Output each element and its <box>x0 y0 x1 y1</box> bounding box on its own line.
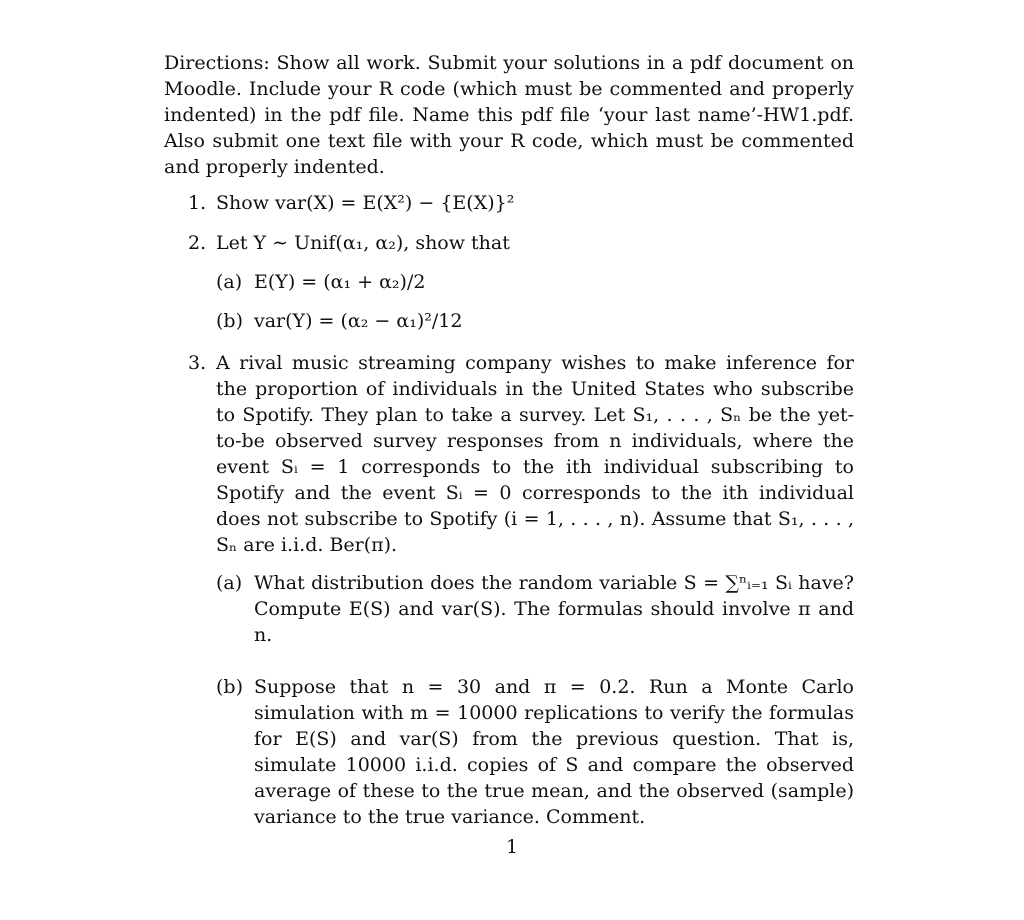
problem-text: Let Y ∼ Unif(α₁, α₂), show that <box>216 232 510 254</box>
problem-2-part-b <box>216 308 854 334</box>
problem-3-part-b <box>216 674 854 830</box>
part-text: E(Y) = (α₁ + α₂)/2 <box>254 271 426 293</box>
problem-3 <box>188 350 854 830</box>
problem-text: A rival music streaming company wishes to make inference for the proportion of individuals in the United States who subscribe to Spotify. They plan to take a survey. Let S₁, . . . , Sₙ be the yet-to-be observed survey responses from n individuals, where the event Sᵢ = 1 corresponds to the ith individual subscribing to Spotify and the event Sᵢ = 0 corresponds to the ith individual does not subscribe to Spotify (i = 1, . . . , n). Assume that S₁, . . . , Sₙ are i.i.d. Ber(π). <box>216 352 854 556</box>
problem-number: 2. <box>188 232 207 254</box>
document-page <box>164 50 854 830</box>
problem-text: Show var(X) = E(X²) − {E(X)}² <box>216 192 515 214</box>
problem-2 <box>188 230 854 334</box>
part-label: (b) <box>216 310 243 332</box>
problem-body <box>216 350 854 830</box>
part-text: What distribution does the random variable S = ∑ⁿᵢ₌₁ Sᵢ have? Compute E(S) and var(S). The formulas should involve π and n. <box>254 572 854 646</box>
part-label: (a) <box>216 572 243 594</box>
part-text: var(Y) = (α₂ − α₁)²/12 <box>254 310 463 332</box>
problem-1 <box>188 190 854 216</box>
page-number: 1 <box>505 836 519 858</box>
problem-3-part-a <box>216 570 854 648</box>
problem-number: 1. <box>188 192 207 214</box>
problem-body <box>216 230 854 334</box>
part-text: Suppose that n = 30 and π = 0.2. Run a Monte Carlo simulation with m = 10000 replications to verify the formulas for E(S) and var(S) from the previous question. That is, simulate 10000 i.i.d. copies of S and compare the observed average of these to the true mean, and the observed (sample) variance to the true variance. Comment. <box>254 676 854 828</box>
problem-number: 3. <box>188 352 207 374</box>
part-label: (b) <box>216 676 243 698</box>
part-label: (a) <box>216 271 243 293</box>
directions-paragraph: Directions: Show all work. Submit your solutions in a pdf document on Moodle. Include your R code (which must be commented and properly indented) in the pdf file. Name this pdf file ‘your last name’-HW1.pdf. Also submit one text file with your R code, which must be commented and properly indented. <box>164 52 854 178</box>
problem-2-part-a <box>216 269 854 295</box>
